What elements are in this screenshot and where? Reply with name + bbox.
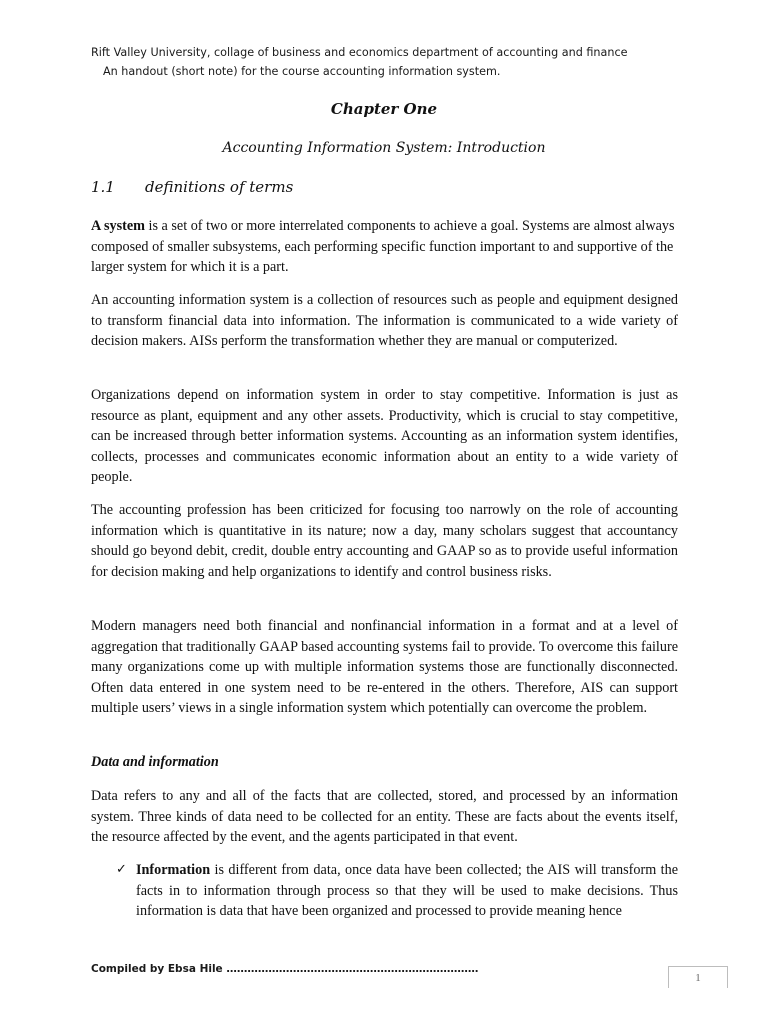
- term-information: Information: [136, 862, 211, 878]
- term-a-system: A system: [91, 218, 145, 234]
- paragraph-system-definition: [91, 216, 678, 278]
- paragraph-text: is different from data, once data have been collected; the AIS will transform the facts in to information through process so that they will be used to make decisions. Thus information is data that have been organized and processed to provide meaning hence: [136, 862, 678, 920]
- page-number: 1: [695, 972, 701, 984]
- check-mark-icon: ✓: [116, 862, 127, 877]
- chapter-subtitle: Accounting Information System: Introduction: [222, 140, 546, 156]
- footer-compiled-by: Compiled by Ebsa Hile ………………………………………………………………: [91, 963, 479, 975]
- paragraph-organizations: [91, 385, 678, 488]
- bullet-information: [116, 860, 678, 922]
- paragraph-text: An accounting information system is a collection of resources such as people and equipment designed to transform financial data into information. The information is communicated to a wide variety of decision makers. AISs perform the transformation whether they are manual or computerized.: [91, 292, 678, 350]
- section-heading: [91, 178, 293, 196]
- chapter-title: Chapter One: [330, 100, 438, 118]
- header-handout: An handout (short note) for the course accounting information system.: [103, 65, 501, 78]
- paragraph-profession: [91, 500, 678, 582]
- subheading-data-and-information: [91, 752, 678, 773]
- header-institution: Rift Valley University, collage of business and economics department of accounting and finance: [91, 46, 628, 59]
- paragraph-managers: [91, 616, 678, 719]
- paragraph-ais-definition: [91, 290, 678, 352]
- page-number-box: [668, 966, 728, 988]
- paragraph-text: Modern managers need both financial and nonfinancial information in a format and at a level of aggregation that traditionally GAAP based accounting systems fail to provide. To overcome this failure many organizations come up with multiple information systems those are functionally disconnected. Often data entered in one system need to be re-entered in the others. Therefore, AIS can support multiple users’ views in a single information system which potentially can overcome the problem.: [91, 618, 678, 717]
- paragraph-text: is a set of two or more interrelated components to achieve a goal. Systems are almost always composed of smaller subsystems, each performing specific function important to and supportive of the larger system for which it is a part.: [91, 218, 675, 276]
- section-number: 1.1: [91, 178, 115, 196]
- paragraph-text: The accounting profession has been criticized for focusing too narrowly on the role of accounting information which is quantitative in its nature; now a day, many scholars suggest that accountancy should go beyond debit, credit, double entry accounting and GAAP so as to provide useful information for decision making and help organizations to identify and control business risks.: [91, 502, 678, 580]
- paragraph-data-definition: [91, 786, 678, 848]
- subheading-text: Data and information: [91, 754, 219, 770]
- paragraph-text: Organizations depend on information system in order to stay competitive. Information is just as resource as plant, equipment and any other assets. Productivity, which is crucial to stay competitive, can be increased through better information systems. Accounting as an information system identifies, collects, processes and communicates economic information about an entity to a wide variety of people.: [91, 387, 678, 486]
- paragraph-text: Data refers to any and all of the facts that are collected, stored, and processed by an information system. Three kinds of data need to be collected for an entity. These are facts about the events itself, the resource affected by the event, and the agents participated in that event.: [91, 788, 678, 846]
- section-title: definitions of terms: [145, 178, 294, 196]
